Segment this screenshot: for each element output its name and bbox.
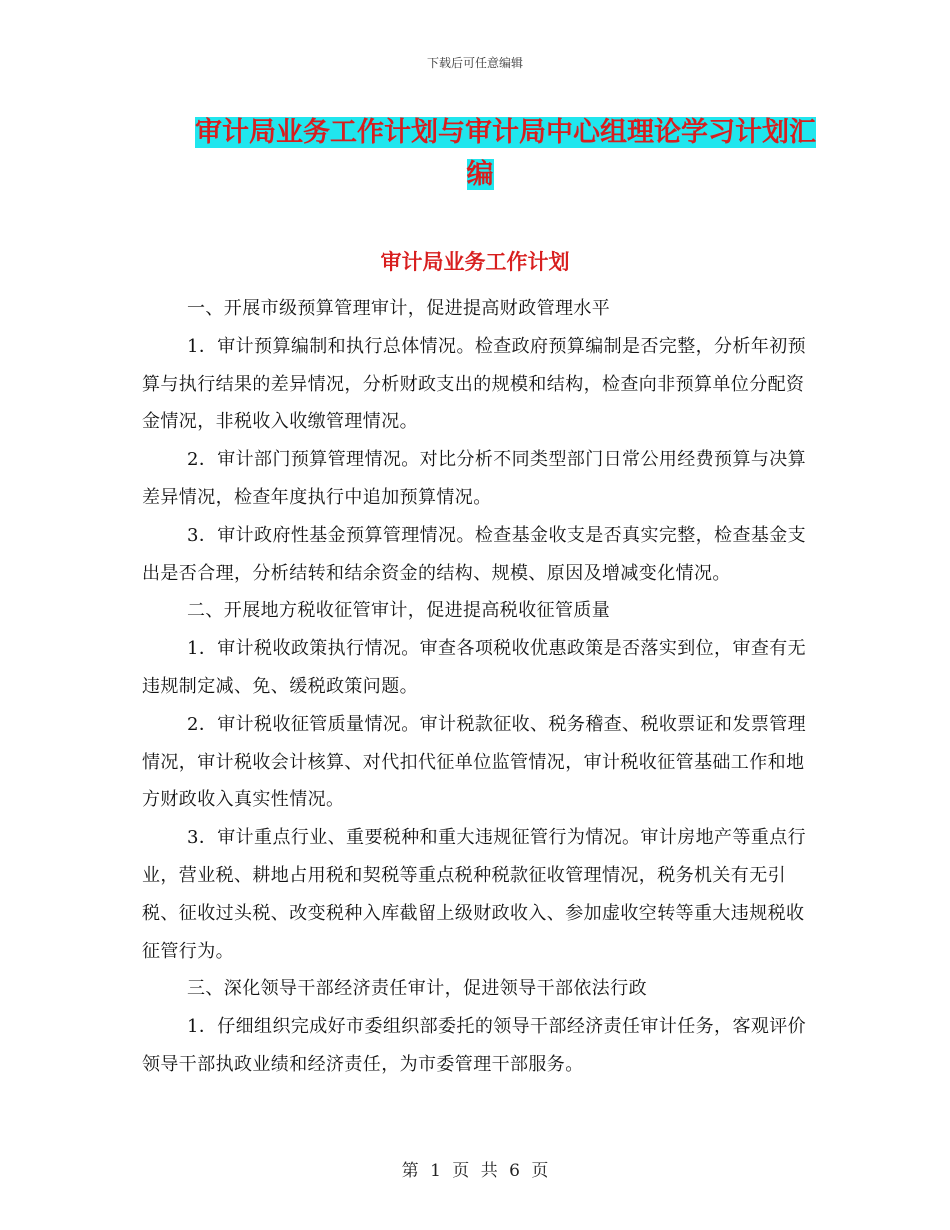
- paragraph-heading-1: 一、开展市级预算管理审计，促进提高财政管理水平: [187, 298, 611, 319]
- paragraph: 3．审计政府性基金预算管理情况。检查基金收支是否真实完整，检查基金支出是否合理，分析结转和结余资金的结构、规模、原因及增减变化情况。: [142, 524, 807, 584]
- title-line-1: 审计局业务工作计划与审计局中心组理论学习计划汇: [195, 117, 816, 148]
- document-title: [195, 112, 816, 196]
- paragraph: 3．审计重点行业、重要税种和重大违规征管行为情况。审计房地产等重点行业，营业税、耕地占用税和契税等重点税种税款征收管理情况，税务机关有无引税、征收过头税、改变税种入库截留上级财政收入、参加虚收空转等重大违规税收征管行为。: [142, 827, 807, 962]
- title-line-2: 编: [466, 159, 494, 190]
- paragraph: 2．审计税收征管质量情况。审计税款征收、税务稽查、税收票证和发票管理情况，审计税收会计核算、对代扣代征单位监管情况，审计税收征管基础工作和地方财政收入真实性情况。: [142, 713, 807, 811]
- paragraph: 1．审计预算编制和执行总体情况。检查政府预算编制是否完整，分析年初预算与执行结果的差异情况，分析财政支出的规模和结构，检查向非预算单位分配资金情况，非税收入收缴管理情况。: [142, 335, 807, 433]
- paragraph: 1．仔细组织完成好市委组织部委托的领导干部经济责任审计任务，客观评价领导干部执政业绩和经济责任，为市委管理干部服务。: [142, 1016, 807, 1075]
- paragraph-heading-2: 二、开展地方税收征管审计，促进提高税收征管质量: [187, 600, 611, 622]
- section-title: 审计局业务工作计划: [380, 250, 570, 274]
- paragraph-heading-3: 三、深化领导干部经济责任审计，促进领导干部依法行政: [187, 978, 647, 1000]
- paragraph: 2．审计部门预算管理情况。对比分析不同类型部门日常公用经费预算与决算差异情况，检查年度执行中追加预算情况。: [142, 449, 807, 508]
- document-body: [142, 290, 822, 1084]
- page-footer: 第 1 页 共 6 页: [401, 1161, 549, 1181]
- paragraph: 1．审计税收政策执行情况。审查各项税收优惠政策是否落实到位，审查有无违规制定减、免、缓税政策问题。: [142, 638, 807, 697]
- header-note: 下载后可任意编辑: [426, 56, 523, 70]
